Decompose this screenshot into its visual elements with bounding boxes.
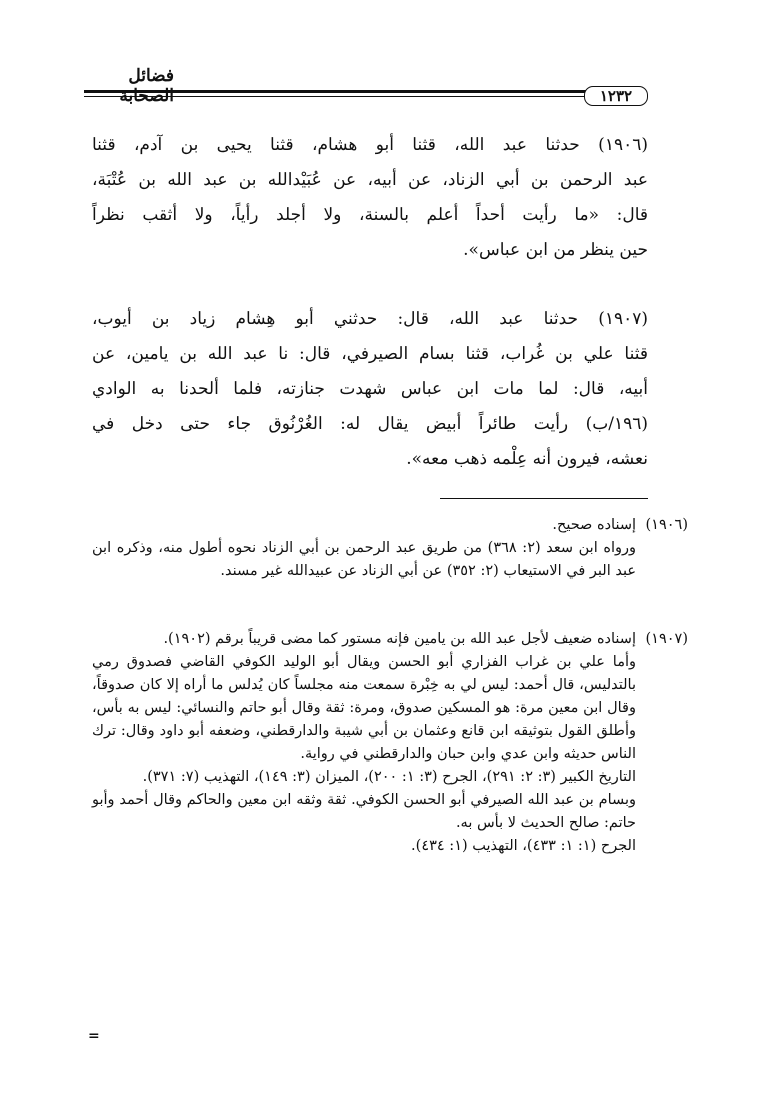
entry-line: قثنا علي بن غُراب، قثنا بسام الصيرفي، قال: نا عبد الله بن يامين، عن xyxy=(92,344,648,364)
footnote-paragraph: التاريخ الكبير (٣: ٢: ٢٩١)، الجرح (٣: ١: ٢٠٠)، الميزان (٣: ١٤٩)، التهذيب (٧: ٣٧١). xyxy=(142,769,636,785)
entry-line: (١٩٠٦) حدثنا عبد الله، قثنا أبو هشام، قثنا يحيى بن آدم، قثنا xyxy=(92,135,648,155)
footnote-number: (١٩٠٧) xyxy=(645,631,688,647)
footnote-paragraph: وبسام بن عبد الله الصيرفي أبو الحسن الكوفي. ثقة وثقه ابن معين والحاكم وقال أحمد وأبو حاتم: صالح الحديث لا بأس به. xyxy=(92,792,636,831)
header-rule-thin xyxy=(84,96,586,97)
page-number: ١٢٣٢ xyxy=(599,86,633,105)
entry-line: عبد الرحمن بن أبي الزناد، عن أبيه، عن عُبَيْدالله بن عبد الله بن عُتْبَة، xyxy=(92,170,648,190)
continuation-mark: = xyxy=(88,1028,100,1044)
entry-line: أبيه، قال: لما مات ابن عباس شهدت جنازته، فلما ألحدنا به الوادي xyxy=(92,379,648,399)
footnote-1906 xyxy=(92,514,688,583)
footnote-paragraph: وأما علي بن غراب الفزاري أبو الحسن ويقال أبو الوليد الكوفي القاضي فصدوق رمي بالتدليس، قال أحمد: ليس لي به خِبْرة سمعت منه مجلساً كان يُدلس ما أراه إلا كان صدوقاً، وقال ابن معين مرة: هو المسكين صدوق، ومرة: ثقة وقال أبو حاتم والنسائي: ليس به بأس، وأطلق القول بتوثيقه ابن قانع وعثمان بن أبي شيبة والدارقطني، وضعفه أبو داود وقال: ترك الناس حديثه وابن عدي وابن حبان والدارقطني في رواية. xyxy=(92,654,636,762)
footnote-first-line: إسناده ضعيف لأجل عبد الله بن يامين فإنه مستور كما مضى قريباً برقم (١٩٠٢). xyxy=(163,631,636,647)
hadith-entry-1906 xyxy=(92,128,648,268)
hadith-entry-1907 xyxy=(92,302,648,477)
footnote-number: (١٩٠٦) xyxy=(645,517,688,533)
footnote-paragraph: الجرح (١: ١: ٤٣٣)، التهذيب (١: ٤٣٤). xyxy=(411,838,636,854)
entry-line: حين ينظر من ابن عباس». xyxy=(463,240,648,260)
running-title: فضائل الصحابة xyxy=(119,66,174,106)
entry-line: (١٩٠٧) حدثنا عبد الله، قال: حدثني أبو هِشام زياد بن أيوب، xyxy=(92,309,648,329)
footnote-1907 xyxy=(92,628,688,858)
footnote-separator xyxy=(440,498,648,499)
footnote-paragraph: ورواه ابن سعد (٢: ٣٦٨) من طريق عبد الرحمن بن أبي الزناد نحوه أطول منه، وذكره ابن عبد البر في الاستيعاب (٢: ٣٥٢) عن أبي الزناد عن عبيدالله غير مسند. xyxy=(92,540,636,579)
page-number-badge xyxy=(584,86,648,106)
header-rule-thick xyxy=(84,90,586,93)
entry-line: قال: «ما رأيت أحداً أعلم بالسنة، ولا أجلد رأياً، ولا أثقب نظراً xyxy=(92,205,648,225)
footnote-first-line: إسناده صحيح. xyxy=(552,517,636,533)
entry-line: (١٩٦/ب) رأيت طائراً أبيض يقال له: الغُرْنُوق جاء حتى دخل في xyxy=(92,414,648,434)
entry-line: نعشه، فيرون أنه عِلْمه ذهب معه». xyxy=(406,449,648,469)
